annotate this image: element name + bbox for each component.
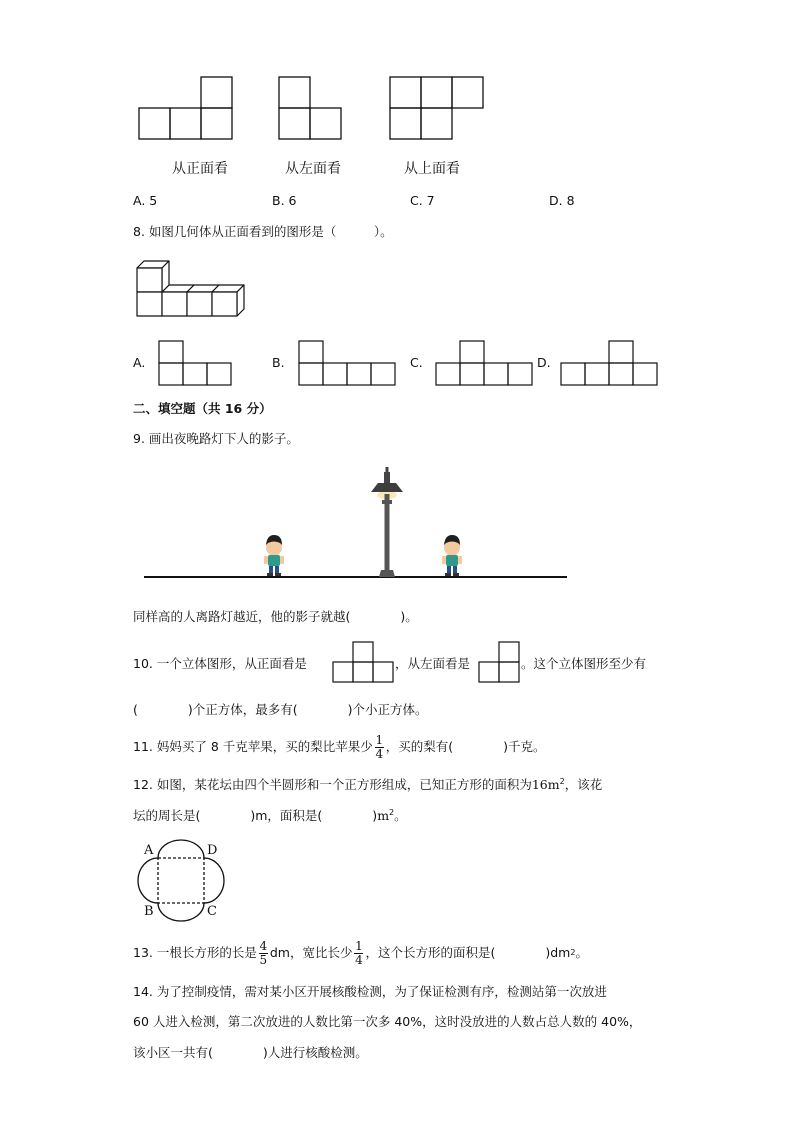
corner-label-c: C xyxy=(207,904,217,919)
q9-fill-line: 同样高的人离路灯越近，他的影子就越( )。 xyxy=(133,609,418,624)
person-icon-right xyxy=(442,535,462,576)
q8-option-a-figure[interactable] xyxy=(158,340,232,386)
view-label-front: 从正面看 xyxy=(172,161,228,177)
q14-line1: 14. 为了控制疫情，需对某小区开展核酸检测，为了保证检测有序，检测站第一次放进 xyxy=(133,984,607,999)
q11-part1: 11. 妈妈买了 8 千克苹果，买的梨比苹果少 xyxy=(133,738,373,754)
q10-front-view-figure xyxy=(332,641,394,683)
q8-stem: 8. 如图几何体从正面看到的图形是（ ）。 xyxy=(133,224,393,239)
corner-label-d: D xyxy=(207,843,218,858)
q8-cube-solid-figure xyxy=(136,260,248,318)
front-view-figure xyxy=(138,76,234,140)
q10-line2: ( )个正方体，最多有( )个小正方体。 xyxy=(133,702,428,717)
q11-fraction-numerator: 1 xyxy=(375,733,384,747)
q11-part2: ，买的梨有( )千克。 xyxy=(385,738,546,754)
q12-unit-sup: 2 xyxy=(389,808,395,817)
q12-line1a: 12. 如图，某花坛由四个半圆形和一个正方形组成，已知正方形的面积为 xyxy=(133,777,532,793)
q8-option-c-letter[interactable]: C. xyxy=(410,355,423,370)
option-d[interactable]: D. 8 xyxy=(549,193,575,208)
q12-area-sup: 2 xyxy=(559,777,565,786)
q12-unit: m xyxy=(377,808,390,824)
section-heading: 二、填空题（共 16 分） xyxy=(133,401,272,416)
q8-option-d-letter[interactable]: D. xyxy=(537,355,551,370)
view-label-top: 从上面看 xyxy=(404,161,460,177)
q13-line xyxy=(133,940,588,966)
q14-line2: 60 人进入检测，第二次放进的人数比第一次多 40%，这时没放进的人数占总人数的 40%， xyxy=(133,1014,642,1029)
q10-left-view-figure xyxy=(478,641,520,683)
q13-part2: dm，宽比长少 xyxy=(269,944,353,960)
q13-width-denominator: 4 xyxy=(355,952,363,967)
q8-option-b-letter[interactable]: B. xyxy=(272,355,285,370)
q13-part1: 13. 一根长方形的长是 xyxy=(133,944,257,960)
top-view-figure xyxy=(389,76,485,140)
corner-label-b: B xyxy=(144,904,154,919)
q13-width-numerator: 1 xyxy=(355,939,363,953)
option-b[interactable]: B. 6 xyxy=(272,193,297,208)
q10-part3: 。这个立体图形至少有 xyxy=(521,656,647,671)
q13-width-fraction xyxy=(354,940,363,966)
q12-line2 xyxy=(133,809,407,823)
corner-label-a: A xyxy=(144,843,154,858)
q13-unit-sup: 2 xyxy=(570,948,576,958)
left-view-figure xyxy=(278,76,344,140)
q8-option-c-figure[interactable] xyxy=(435,340,533,386)
person-icon-left xyxy=(264,535,284,576)
q13-part4: 。 xyxy=(575,944,588,960)
q12-line2a: 坛的周长是( )m，面积是( ) xyxy=(133,808,378,824)
street-lamp-scene xyxy=(140,466,570,584)
q13-length-denominator: 5 xyxy=(259,952,268,967)
q10-part2: ，从左面看是 xyxy=(395,656,471,671)
q8-option-d-figure[interactable] xyxy=(560,340,658,386)
q13-part3: ，这个长方形的面积是( )dm xyxy=(365,944,571,960)
q13-length-numerator: 4 xyxy=(259,939,268,953)
option-c[interactable]: C. 7 xyxy=(410,193,435,208)
q11-fraction xyxy=(375,734,384,760)
q8-option-a-letter[interactable]: A. xyxy=(133,355,146,370)
q12-line1b: ，该花 xyxy=(564,777,603,793)
q13-length-fraction xyxy=(259,940,268,966)
view-label-left: 从左面看 xyxy=(285,161,341,177)
q12-area-value: 16m xyxy=(531,777,560,793)
q12-line2c: 。 xyxy=(394,808,407,824)
q8-option-b-figure[interactable] xyxy=(298,340,396,386)
q12-line1 xyxy=(133,778,602,792)
q10-part1: 10. 一个立体图形，从正面看是 xyxy=(133,656,307,671)
q11-line xyxy=(133,734,546,760)
q14-line3: 该小区一共有( )人进行核酸检测。 xyxy=(133,1045,368,1060)
q11-fraction-denominator: 4 xyxy=(375,746,384,761)
q9-stem: 9. 画出夜晚路灯下人的影子。 xyxy=(133,431,299,446)
option-a[interactable]: A. 5 xyxy=(133,193,158,208)
